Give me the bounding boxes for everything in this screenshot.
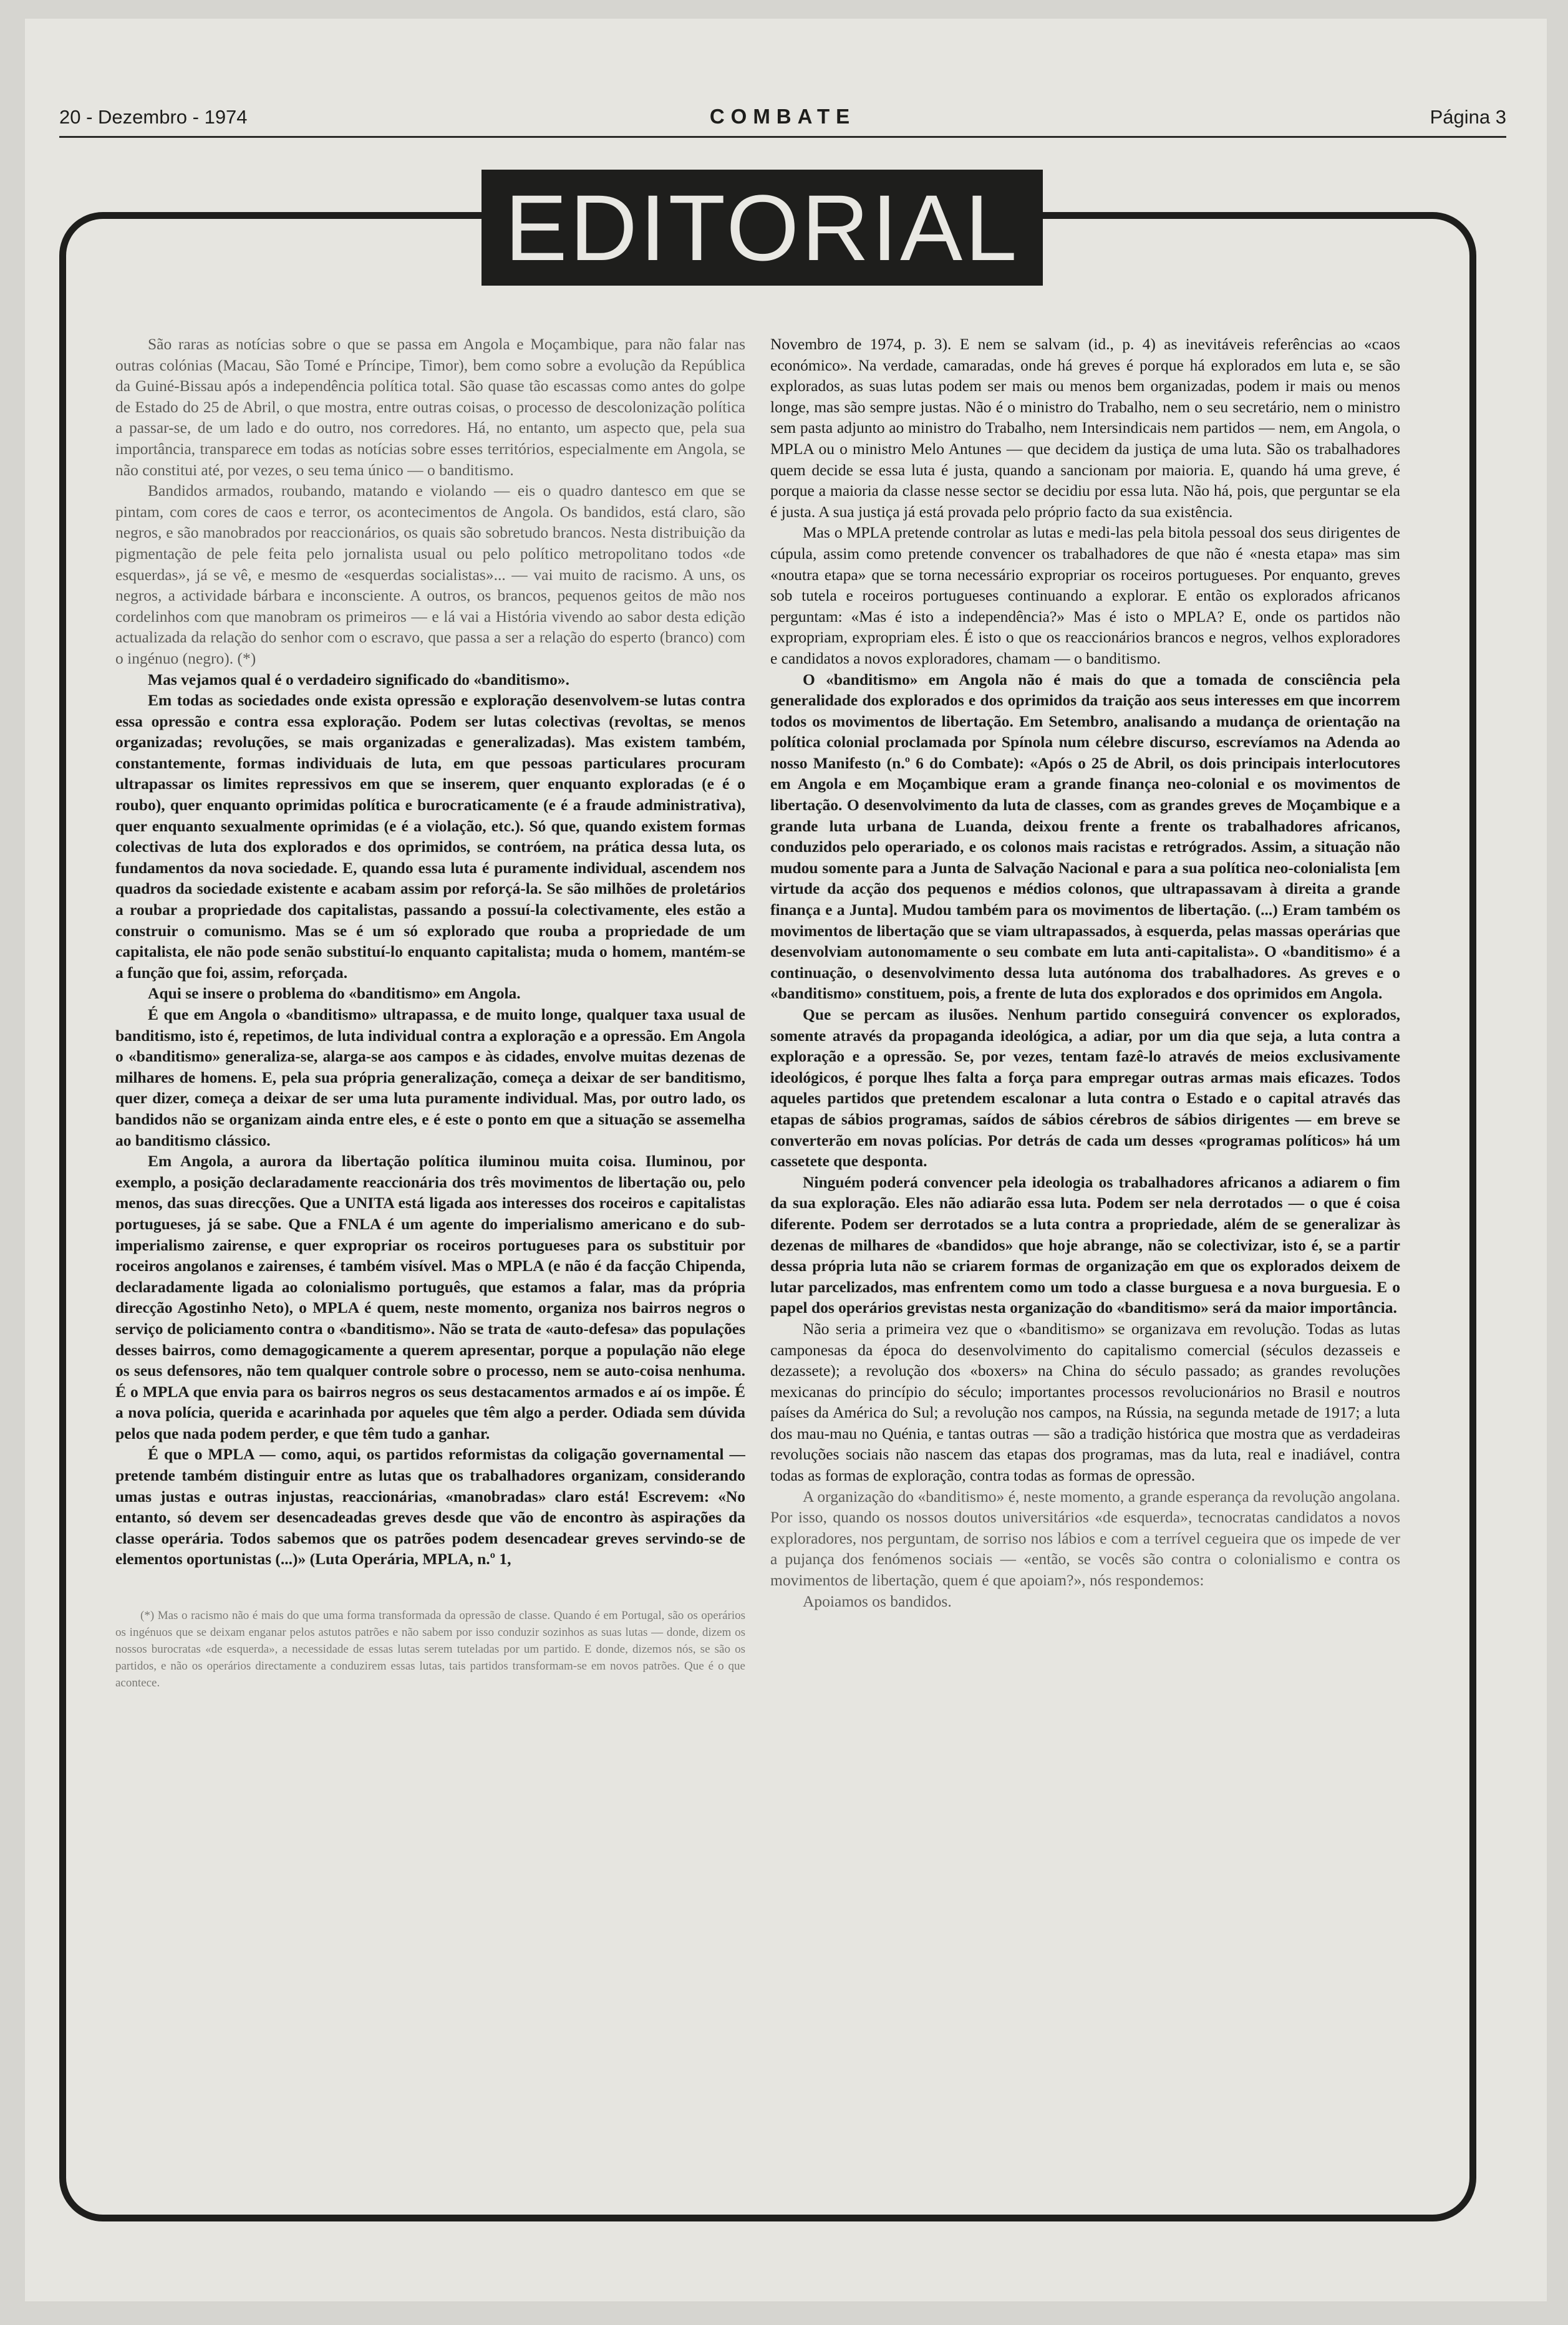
page-number: Página 3 [1430,106,1506,128]
paragraph: Em todas as sociedades onde exista opressão e exploração desenvolvem-se lutas contra essa opressão e contra essa exploração. Podem ser lutas colectivas (revoltas, se menos organizadas; revoluções, se mais organizadas e generalizadas). Mas existem também, constantemente, formas individuais de luta, em que pessoas particulares procuram ultrapassar os limites repressivos em que se inserem, quer enquanto exploradas (e é o roubo), quer enquanto oprimidas política e burocraticamente (e é a fraude administrativa), quer enquanto sexualmente oprimidas (e é a violação, etc.). Só que, quando existem formas colectivas de luta dos explorados e dos oprimidos, se contróem, na prática dessa luta, os fundamentos da nova sociedade. E, quando essa luta é puramente individual, ascendem nos quadros da sociedade existente e acabam assim por reforçá-la. Se são milhões de proletários a roubar a propriedade dos capitalistas, passando a possuí-la colectivamente, eles estão a construir o comunismo. Mas se é um só explorado que rouba a propriedade de um capitalista, ele não pode senão substituí-lo enquanto capitalista; muda o homem, mantém-se a função que foi, assim, reforçada. [115,691,745,982]
paragraph: Aqui se insere o problema do «banditismo» em Angola. [148,984,521,1003]
issue-date: 20 - Dezembro - 1974 [59,106,248,128]
paragraph: O «banditismo» em Angola não é mais do que a tomada de consciência pela generalidade dos explorados e dos oprimidos da traição aos seus interesses em que incorrem todos os movimentos de libertação. Em Setembro, analisando a mudança de orientação na política colonial proclamada por Spínola num célebre discurso, escrevíamos na Adenda ao nosso Manifesto (n.º 6 do Combate): «Após o 25 de Abril, os dois principais interlocutores em Angola e em Moçambique eram a grande finança neo-colonial e os movimentos de libertação. O desenvolvimento da luta de classes, com as grandes greves de Moçambique e a grande luta urbana de Luanda, deixou frente a frente os trabalhadores africanos, conduzidos pelo operariado, e os colonos mais racistas e retrógrados. Assim, a situação não mudou somente para a Junta de Salvação Nacional e para a sua política neo-colonialista [em virtude da acção dos pequenos e médios colonos, que ultrapassavam à direita a grande finança e a Junta]. Mudou também para os movimentos de libertação. (...) Eram também os movimentos de libertação que se viam ultrapassados, à esquerda, pelas massas operárias que desenvolviam autonomamente o seu combate em luta anti-capitalista». O «banditismo» é a continuação, o desenvolvimento dessa luta autónoma dos trabalhadores. As greves e o «banditismo» constituem, pois, a frente de luta dos explorados e dos oprimidos em Angola. [770,670,1400,1003]
paragraph: É que em Angola o «banditismo» ultrapassa, e de muito longe, qualquer taxa usual de banditismo, isto é, repetimos, de luta individual contra a exploração e a opressão. Em Angola o «banditismo» generaliza-se, alarga-se aos campos e às cidades, envolve muitas dezenas de milhares de homens. E, pela sua própria generalização, começa a deixar de ser banditismo, quer dizer, começa a deixar de ser uma luta puramente individual. Mas, por outro lado, os bandidos não se organizam ainda entre eles, e é este o ponto em que a situação se assemelha ao banditismo clássico. [115,1005,745,1149]
paragraph: Que se percam as ilusões. Nenhum partido conseguirá convencer os explorados, somente através da propaganda ideológica, a adiar, por um dia que seja, a luta contra a exploração e a opressão. Se, por vezes, tentam fazê-lo através de meios exclusivamente ideológicos, é porque lhes falta a força para empregar outras armas mais eficazes. Todos aqueles partidos que pretendem escalonar a luta contra o Estado e o capital através das etapas de sábios programas, saídos de sábios cérebros de sábios dirigentes — em breve se converterão em novas polícias. Por detrás de cada um desses «programas políticos» há um cassetete que desponta. [770,1005,1400,1171]
footnote-text: (*) Mas o racismo não é mais do que uma forma transformada da opressão de classe. Quando é em Portugal, são os operários os ingénuos que se deixam enganar pelos astutos patrões e não sabem por isso conduzir sozinhos as suas lutas — donde, dizem os nossos burocratas «de esquerda», a necessidade de essas lutas serem tuteladas por um partido. E donde, dizemos nós, se são os partidos, e não os operários directamente a conduzirem essas lutas, tais partidos transformam-se em novos patrões. Que é o que acontece. [115,1609,745,1690]
paragraph: É que o MPLA — como, aqui, os partidos reformistas da coligação governamental — pretende também distinguir entre as lutas que os trabalhadores organizam, considerando umas justas e outras injustas, reaccionárias, «manobradas» claro está! Escrevem: «No entanto, só devem ser desencadeadas greves desde que vão de encontro às aspirações da classe operária. Todos sabemos que os patrões podem desencadear greves servindo-se de elementos oportunistas (...)» (Luta Operária, MPLA, n.º 1, [115,1445,745,1569]
page-header [59,92,1506,148]
paragraph: A organização do «banditismo» é, neste momento, a grande esperança da revolução angolana. Por isso, quando os nossos doutos universitários «de esquerda», tecnocratas candidatos a novos exploradores, nos perguntam, de sorriso nos lábios e com a terrível cegueira que os impede de ver a pujança dos fenómenos sociais — «então, se vocês são contra o colonialismo e contra os movimentos de libertação, quem é que apoiam?», nós respondemos: [770,1487,1400,1590]
masthead: COMBATE [709,105,856,128]
paragraph: Em Angola, a aurora da libertação política iluminou muita coisa. Iluminou, por exemplo, a posição declaradamente reaccionária dos três movimentos de libertação ou, pelo menos, das suas direcções. Que a UNITA está ligada aos interesses dos roceiros e capitalistas portugueses, já se sabe. Que a FNLA é um agente do imperialismo americano e do sub-imperialismo zairense, e quer expropriar os roceiros portugueses para os substituir por roceiros angolanos e zairenses, é também visível. Mas o MPLA (e não é da facção Chipenda, declaradamente ligada ao colonialismo português, que estamos a falar, mas da própria direcção Agostinho Neto), o MPLA é quem, neste momento, organiza nos bairros negros o serviço de policiamento contra o «banditismo». Não se trata de «auto-defesa» das populações desses bairros, como demagogicamente a querem apresentar, porque a população não elege os seus defensores, não tem qualquer controle sobre o processo, nem se auto-coisa nenhuma. É o MPLA que envia para os bairros negros os seus destacamentos armados e aí os impõe. É a nova polícia, querida e acarinhada por aqueles que têm algo a perder. Odiada sem dúvida pelos que nada podem perder, e que têm tudo a ganhar. [115,1152,745,1443]
right-column [770,334,1400,2149]
editorial-banner: EDITORIAL [482,170,1043,286]
paragraph: Mas o MPLA pretende controlar as lutas e medi-las pela bitola pessoal dos seus dirigentes de cúpula, assim como pretende convencer os trabalhadores de que não é «nesta etapa» mas sim «noutra etapa» que se torna necessário expropriar os roceiros portugueses. Por enquanto, greves sob tutela e roceiros portugueses continuando a explorar. E então os explorados africanos perguntam: «Mas é isto a independência?» Mas é isto o MPLA? E, onde os partidos não expropriam, expropriam eles. É isto o que os reaccionários brancos e negros, velhos exploradores e candidatos a novos exploradores, chamam — o banditismo. [770,523,1400,667]
header-rule [59,136,1506,138]
paragraph: Não seria a primeira vez que o «banditismo» se organizava em revolução. Todas as lutas camponesas da época do desenvolvimento do capitalismo comercial (séculos dezasseis e dezassete); a revolução dos «boxers» na China do século passado; as grandes revoluções mexicanas do princípio do século; importantes processos revolucionários no Brasil e noutros países da América do Sul; a revolução nos campos, na Rússia, na segunda metade de 1917; a luta dos mau-mau no Quénia, e tantas outras — são a tradição histórica que mostra que as verdadeiras revoluções sociais não nascem das etapas dos programas, mas da luta, real e inadiável, contra todas as formas de exploração, contra todas as formas de opressão. [770,1319,1400,1485]
closing-line: Apoiamos os bandidos. [803,1592,952,1610]
paragraph: Novembro de 1974, p. 3). E nem se salvam (id., p. 4) as inevitáveis referências ao «caos económico». Na verdade, camaradas, onde há greves é porque há explorados em luta e, se são explorados, as suas lutas podem ser mais ou menos bem organizadas, podem ir mais ou menos longe, mas são sempre justas. Não é o ministro do Trabalho, nem o seu secretário, nem o ministro sem pasta adjunto ao ministro do Trabalho, nem Intersindicais nem partidos — nem, em Angola, o MPLA ou o ministro Melo Antunes — que decidem da justiça de uma luta. São os trabalhadores quem decide se essa luta é justa, quando a sancionam por maioria. E, quando há uma greve, é porque a maioria da classe nesse sector se decidiu por essa luta. Não há, pois, que perguntar se ela é justa. A sua justiça já está provada pelo próprio facto da sua existência. [770,335,1400,521]
footnote [115,1607,745,1691]
paragraph: São raras as notícias sobre o que se passa em Angola e Moçambique, para não falar nas outras colónias (Macau, São Tomé e Príncipe, Timor), bem como sobre a evolução da República da Guiné-Bissau após a independência política total. São quase tão escassas como antes do golpe de Estado do 25 de Abril, o que mostra, entre outras coisas, o processo de descolonização política a passar-se, de um lado e do outro, nos corredores. Há, no entanto, um aspecto que, pela sua importância, transparece em todas as notícias sobre esses territórios, especialmente em Angola, se não constitui até, por vezes, o seu tema único — o banditismo. [115,335,745,479]
newspaper-page [25,19,1547,2301]
paragraph: Bandidos armados, roubando, matando e violando — eis o quadro dantesco em que se pintam, com cores de caos e terror, os acontecimentos de Angola. Os bandidos, está claro, são negros, e são manobrados por reaccionários, os quais são sobretudo brancos. Nesta distribuição da pigmentação de pele feita pelo jornalista usual ou pelo político metropolitano todos «de esquerdas», já se vê, e mesmo de «esquerdas socialistas»... — vai muito de racismo. A uns, os negros, a actividade bárbara e inconsciente. A outros, os brancos, pequenos geitos de mão nos cordelinhos com que manobram os primeiros — e lá vai a História vivendo ao sabor desta edição actualizada da relação do senhor com o escravo, que passa a ser a relação do esperto (branco) com o ingénuo (negro). (*) [115,481,745,667]
left-column [115,334,745,2149]
paragraph: Ninguém poderá convencer pela ideologia os trabalhadores africanos a adiarem o fim da sua exploração. Eles não adiarão essa luta. Podem ser nela derrotados — o que é coisa diferente. Podem ser derrotados se a luta contra a propriedade, além de se generalizar às dezenas de milhares de «bandidos» que hoje abrange, não se colectivizar, isto é, se a partir dessa própria luta não se criarem formas de organização em que os explorados deixem de lutar parcelizados, mas enfrentem como um todo a classe burguesa e a nova burguesia. E o papel dos operários grevistas nesta organização do «banditismo» será da maior importância. [770,1172,1400,1317]
paragraph: Mas vejamos qual é o verdadeiro significado do «banditismo». [148,670,570,689]
